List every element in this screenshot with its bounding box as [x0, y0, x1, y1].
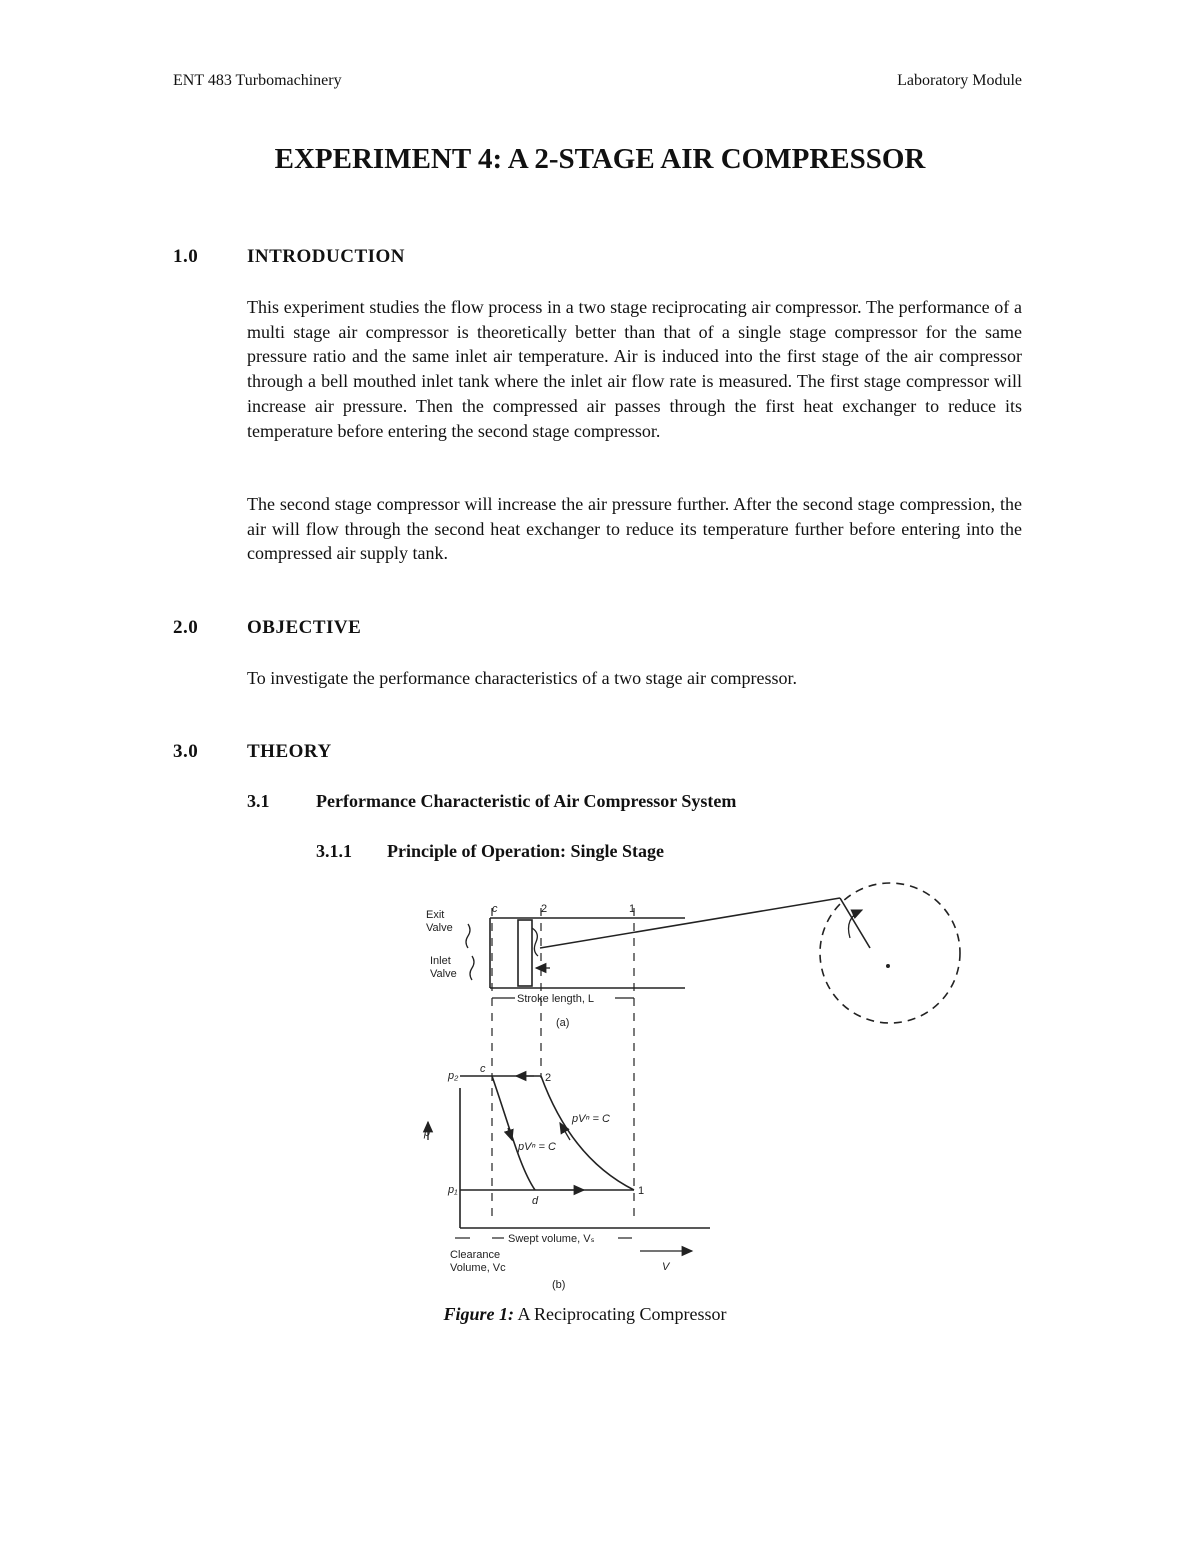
- label-clearance-volume: Volume, Vᴄ: [450, 1262, 506, 1274]
- reciprocating-compressor-figure: [400, 878, 970, 1298]
- label-swept-volume: Swept volume, Vₛ: [508, 1233, 595, 1245]
- label-pvn-expansion: pVⁿ = C: [518, 1141, 556, 1153]
- subsection-3-1-title: Performance Characteristic of Air Compressor System: [316, 791, 737, 811]
- label-stroke-length: Stroke length, L: [517, 993, 595, 1005]
- section-title: THEORY: [247, 741, 332, 762]
- section-title: INTRODUCTION: [247, 246, 406, 267]
- section-number: 1.0: [173, 246, 199, 267]
- pv-diagram: [428, 1076, 710, 1251]
- objective-paragraph: To investigate the performance characteristics of a two stage air compressor.: [247, 668, 798, 688]
- page-title: EXPERIMENT 4: A 2-STAGE AIR COMPRESSOR: [274, 143, 926, 175]
- label-1-pv: 1: [638, 1185, 645, 1197]
- figure-caption: [0, 1304, 1170, 1325]
- crank-center: [887, 965, 889, 967]
- label-clearance: Clearance: [450, 1249, 501, 1261]
- label-pvn-compression: pVⁿ = C: [572, 1113, 610, 1125]
- figure-caption-label: Figure 1:: [443, 1304, 515, 1324]
- figure-caption-text: A Reciprocating Compressor: [517, 1304, 727, 1324]
- section-title: OBJECTIVE: [247, 617, 362, 638]
- label-p1: p₁: [448, 1184, 458, 1196]
- label-2-pv: 2: [545, 1072, 552, 1084]
- intro-paragraph-1: This experiment studies the flow process in a two stage reciprocating air compressor. The performance of a multi stage air compressor is theoretically better than that of a single stage compressor for the same pressure ratio and the same inlet air temperature. Air is induced into the first stage of the air compressor through a bell mouthed inlet tank where the inlet air flow rate is measured. The first stage compressor will increase air pressure. Then the compressed air passes through the first heat exchanger to reduce its temperature before entering the second stage compressor.: [247, 297, 1022, 441]
- connecting-rod: [540, 898, 840, 948]
- header-module: Laboratory Module: [897, 72, 1022, 89]
- section-number: 3.0: [173, 741, 199, 762]
- label-v-axis: V: [662, 1261, 670, 1273]
- expansion-curve: [492, 1076, 535, 1190]
- section-number: 2.0: [173, 617, 199, 638]
- intro-paragraph-2: The second stage compressor will increase the air pressure further. After the second stage compression, the air will flow through the second heat exchanger to reduce its temperature further before entering into the compressed air supply tank.: [247, 494, 1022, 564]
- label-1: 1: [629, 903, 636, 915]
- projection-lines: [492, 908, 634, 1218]
- piston-rod-joint: [532, 928, 538, 956]
- subsection-3-1-1-number: 3.1.1: [316, 841, 352, 861]
- label-d: d: [532, 1195, 539, 1207]
- label-a: (a): [556, 1017, 570, 1029]
- inlet-valve-icon: [470, 956, 474, 980]
- piston: [518, 920, 532, 986]
- label-exit-valve: Valve: [426, 922, 453, 934]
- label-inlet-valve: Valve: [430, 968, 457, 980]
- exit-valve-icon: [466, 924, 470, 948]
- label-p2: p₂: [448, 1070, 459, 1082]
- label-b: (b): [552, 1279, 566, 1291]
- crank-circle: [820, 883, 960, 1023]
- label-exit: Exit: [426, 909, 445, 921]
- crank-arm: [840, 898, 870, 948]
- label-c: c: [492, 903, 498, 915]
- label-c-pv: c: [480, 1063, 486, 1075]
- label-inlet: Inlet: [430, 955, 451, 967]
- compression-curve: [541, 1076, 634, 1190]
- label-p-axis: p: [424, 1127, 431, 1139]
- subsection-3-1-number: 3.1: [247, 791, 270, 811]
- header-course: ENT 483 Turbomachinery: [173, 72, 342, 89]
- label-2: 2: [541, 903, 548, 915]
- subsection-3-1-1-title: Principle of Operation: Single Stage: [387, 841, 664, 861]
